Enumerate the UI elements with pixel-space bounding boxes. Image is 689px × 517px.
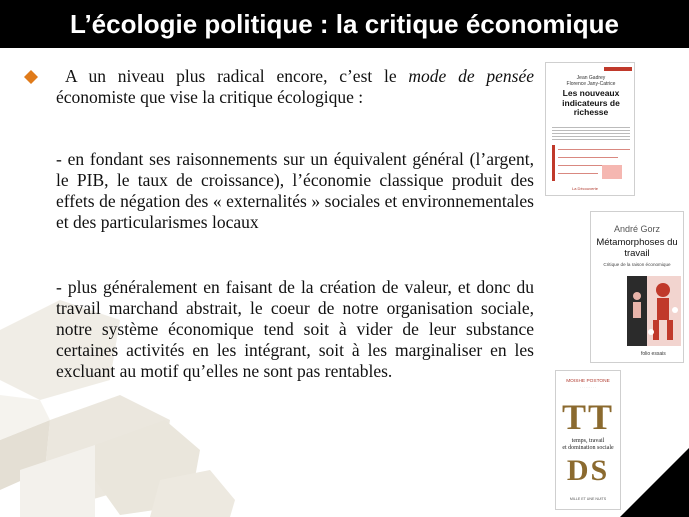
title-bar — [0, 0, 689, 48]
book-cover-publisher: folio essais — [641, 351, 666, 357]
book-cover-publisher: La Découverte — [572, 186, 599, 191]
paragraph-intro-before: A un niveau plus radical encore, c’est le — [65, 66, 409, 86]
book-cover-metamorphoses-du-travail — [590, 211, 684, 363]
paragraph-intro-emphasis: mode de pensée — [408, 66, 534, 86]
book-cover-subline: · · · · · · · · · — [580, 385, 596, 389]
book-cover-title: Les nouveaux indicateurs de richesse — [562, 88, 620, 117]
book-cover-subtitle: Critique de la raison économique — [603, 262, 671, 267]
slide-title: L’écologie politique : la critique économique — [70, 9, 619, 39]
book-cover-authors: Jean Gadrey Florence Jany-Catrice — [566, 75, 616, 87]
book-cover-artwork — [627, 276, 681, 346]
paragraph-value-creation: - plus généralement en faisant de la création de valeur, et donc du travail marchand abstrait, le coeur de notre organisation sociale, notre système économique tend soit à vider de leur substance certaines activités en les intégrant, soit à les marginaliser en les excluant au motif qu’elles ne sont pas rentables. — [56, 277, 534, 381]
book-cover-title: Métamorphoses du travail — [596, 237, 678, 259]
book-cover-nouveaux-indicateurs — [545, 62, 635, 196]
book-cover-bar-graphic — [552, 145, 630, 181]
book-cover-monogram-top: TT — [561, 397, 615, 437]
book-cover-author: MOISHE POSTONE — [566, 379, 610, 384]
book-cover-title: temps, travail et domination sociale — [562, 438, 614, 451]
book-cover-monogram-bottom: DS — [566, 454, 610, 487]
book-cover-author: André Gorz — [613, 224, 661, 234]
paragraph-intro — [56, 66, 534, 108]
book-cover-band — [604, 67, 632, 71]
book-cover-text-lines — [552, 127, 630, 141]
book-cover-publisher: MILLE ET UNE NUITS — [569, 497, 607, 501]
corner-triangle-decoration — [620, 448, 689, 517]
paragraph-intro-after: économiste que vise la critique écologique : — [56, 87, 364, 107]
paragraph-equivalent-general: - en fondant ses raisonnements sur un équivalent général (l’argent, le PIB, le taux de croissance), l’économie classique produit des effets de négation des « externalités » sociales et environnementales et des particularismes locaux — [56, 149, 534, 232]
orange-diamond-icon — [24, 70, 38, 84]
book-cover-temps-travail — [555, 370, 621, 510]
